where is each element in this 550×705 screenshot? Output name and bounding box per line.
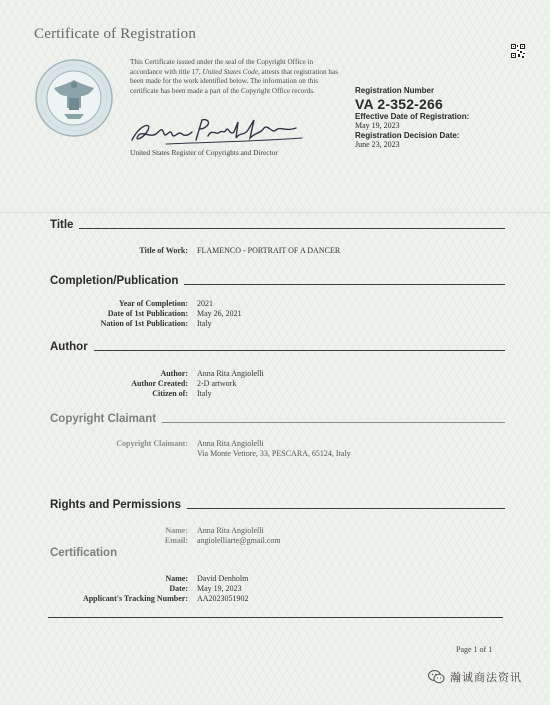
watermark bbox=[428, 669, 522, 685]
section-certification bbox=[50, 547, 150, 559]
register-title: United States Register of Copyrights and Director bbox=[130, 148, 278, 157]
qr-code-icon bbox=[511, 44, 525, 58]
bottom-divider bbox=[48, 617, 503, 618]
field-row: Author: Anna Rita Angiolelli bbox=[160, 369, 264, 378]
section-title bbox=[50, 219, 505, 231]
author-rows bbox=[0, 369, 550, 399]
section-heading: Title bbox=[50, 219, 74, 231]
field-row: Via Monte Vettore, 33, PESCARA, 65124, Italy bbox=[197, 449, 351, 458]
field-row: Year of Completion: 2021 bbox=[118, 299, 213, 308]
decision-date: June 23, 2023 bbox=[355, 140, 400, 149]
effective-date: May 19, 2023 bbox=[355, 121, 400, 130]
section-heading: Copyright Claimant bbox=[50, 413, 157, 425]
field-row: Title of Work: FLAMENCO - PORTRAIT OF A DANCER bbox=[139, 246, 341, 255]
intro-text: This Certificate issued under the seal of the Copyright Office in accordance with title 17, United States Code, attests that registration has been made for the work identified below. The information on this certificate has been made a part of the Copyright Office records. bbox=[130, 58, 338, 95]
watermark-text: 瀚诚商法资讯 bbox=[450, 671, 522, 684]
wechat-icon bbox=[428, 670, 445, 684]
page-number: Page 1 of 1 bbox=[456, 645, 493, 654]
section-rights bbox=[50, 499, 505, 511]
claimant-rows bbox=[0, 439, 550, 459]
rights-rows bbox=[0, 526, 550, 546]
section-heading: Rights and Permissions bbox=[50, 499, 182, 511]
section-heading: Certification bbox=[50, 547, 118, 559]
registration-number: VA 2-352-266 bbox=[355, 96, 444, 112]
field-row: Copyright Claimant: Anna Rita Angiolelli bbox=[116, 439, 264, 448]
field-row: Applicant's Tracking Number: AA2023051902 bbox=[82, 594, 249, 603]
certification-rows bbox=[0, 574, 550, 604]
section-heading: Completion/Publication bbox=[50, 275, 179, 287]
fold-line bbox=[0, 212, 550, 213]
field-row: Date of 1st Publication: May 26, 2021 bbox=[107, 309, 242, 318]
completion-rows bbox=[0, 299, 550, 329]
field-row: Name: David Denholm bbox=[165, 574, 249, 583]
decision-date-label: Registration Decision Date: bbox=[355, 131, 460, 140]
section-claimant bbox=[50, 413, 505, 425]
register-signature bbox=[126, 116, 306, 148]
certificate-title: Certificate of Registration bbox=[34, 26, 197, 42]
section-heading: Author bbox=[50, 341, 88, 353]
section-author bbox=[50, 341, 505, 353]
field-row: Email: angiolelliarte@gmail.com bbox=[164, 536, 281, 545]
registration-block bbox=[355, 86, 469, 150]
field-row: Nation of 1st Publication: Italy bbox=[100, 319, 212, 328]
field-row: Author Created: 2-D artwork bbox=[131, 379, 237, 388]
field-row: Name: Anna Rita Angiolelli bbox=[165, 526, 264, 535]
section-completion bbox=[50, 275, 505, 287]
title-rows bbox=[0, 246, 550, 256]
field-row: Citizen of: Italy bbox=[152, 389, 212, 398]
copyright-office-seal-icon bbox=[34, 58, 114, 138]
effective-date-label: Effective Date of Registration: bbox=[355, 112, 470, 121]
registration-number-label: Registration Number bbox=[355, 86, 435, 95]
field-row: Date: May 19, 2023 bbox=[169, 584, 242, 593]
